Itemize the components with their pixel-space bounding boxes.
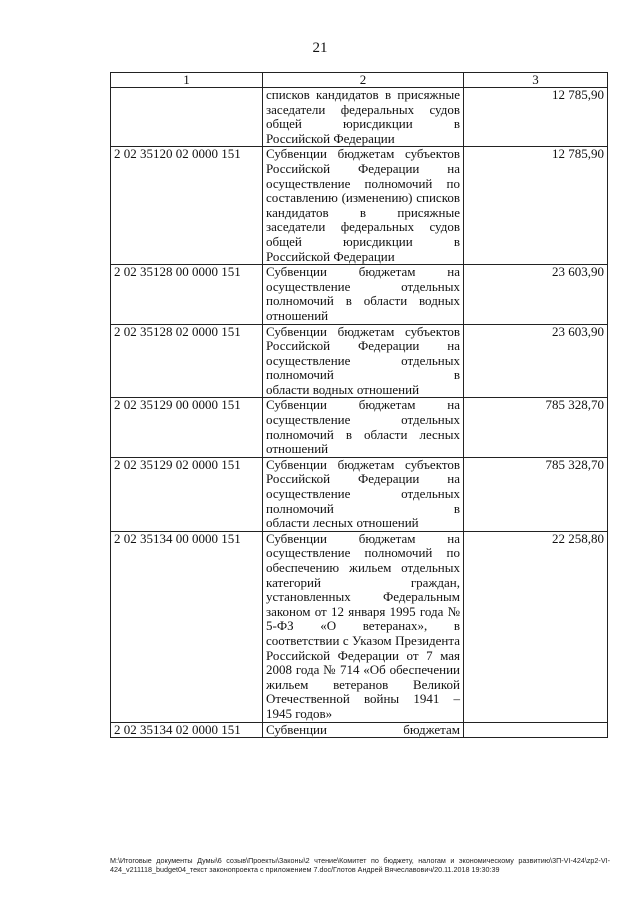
budget-description bbox=[263, 398, 464, 457]
budget-code: 2 02 35128 02 0000 151 bbox=[111, 324, 263, 398]
budget-code: 2 02 35120 02 0000 151 bbox=[111, 147, 263, 265]
budget-description bbox=[263, 324, 464, 398]
budget-description bbox=[263, 88, 464, 147]
table-row bbox=[111, 265, 608, 324]
description-text: Субвенции бюджетам субъектов Российской Федерации на осуществление отдельных полномочий в bbox=[266, 323, 460, 383]
budget-table bbox=[110, 72, 608, 738]
description-text: списков кандидатов в присяжные заседатели федеральных судов общей юрисдикции в bbox=[266, 87, 460, 132]
budget-amount: 785 328,70 bbox=[464, 457, 608, 531]
budget-amount: 23 603,90 bbox=[464, 265, 608, 324]
description-text: Субвенции бюджетам на осуществление отдельных полномочий в области водных bbox=[266, 264, 460, 309]
budget-description bbox=[263, 265, 464, 324]
description-text: Субвенции бюджетам bbox=[266, 721, 460, 737]
description-text: Субвенции бюджетам на осуществление отдельных полномочий в области лесных bbox=[266, 397, 460, 442]
budget-code: 2 02 35129 02 0000 151 bbox=[111, 457, 263, 531]
table-row bbox=[111, 147, 608, 265]
budget-amount: 785 328,70 bbox=[464, 398, 608, 457]
description-text: Субвенции бюджетам на осуществление полномочий по обеспечению жильем отдельных категорий граждан, установленных Федеральным законом от 12 января 1995 года № 5-ФЗ «О ветеранах», в соответствии с Указом Президента Российской Федерации от 7 мая 2008 года № 714 «Об обеспечении жильем ветеранов Великой Отечественной войны 1941 – bbox=[266, 530, 460, 707]
description-last-line: 1945 годов» bbox=[266, 705, 333, 721]
table-row bbox=[111, 531, 608, 722]
table-header-row bbox=[111, 73, 608, 88]
budget-code: 2 02 35129 00 0000 151 bbox=[111, 398, 263, 457]
budget-code: 2 02 35134 02 0000 151 bbox=[111, 722, 263, 738]
budget-amount: 23 603,90 bbox=[464, 324, 608, 398]
description-text: Субвенции бюджетам субъектов Российской Федерации на осуществление отдельных полномочий в bbox=[266, 456, 460, 516]
table-row bbox=[111, 398, 608, 457]
budget-amount: 12 785,90 bbox=[464, 147, 608, 265]
description-last-line: области водных отношений bbox=[266, 381, 420, 397]
table-row bbox=[111, 722, 608, 738]
description-last-line: Российской Федерации bbox=[266, 130, 395, 146]
table-row bbox=[111, 457, 608, 531]
budget-code: 2 02 35128 00 0000 151 bbox=[111, 265, 263, 324]
budget-amount bbox=[464, 722, 608, 738]
file-path-footer: M:\Итоговые документы Думы\6 созыв\Проекты\Законы\2 чтение\Комитет по бюджету, налогам и экономическому развитию\3П-VI-424\zp2-VI-424_v211118_budget04_текст законопроекта с приложением 7.doc/Глотов Андрей Вячеславович/20.11.2018 19:30:39 bbox=[110, 856, 610, 874]
budget-amount: 12 785,90 bbox=[464, 88, 608, 147]
budget-description bbox=[263, 722, 464, 738]
budget-description bbox=[263, 457, 464, 531]
page-number: 21 bbox=[312, 40, 328, 56]
budget-code bbox=[111, 88, 263, 147]
budget-description bbox=[263, 147, 464, 265]
description-last-line: отношений bbox=[266, 307, 329, 323]
column-header-2: 2 bbox=[263, 73, 464, 88]
budget-description bbox=[263, 531, 464, 722]
description-last-line: отношений bbox=[266, 441, 329, 457]
budget-amount: 22 258,80 bbox=[464, 531, 608, 722]
budget-code: 2 02 35134 00 0000 151 bbox=[111, 531, 263, 722]
column-header-1: 1 bbox=[111, 73, 263, 88]
column-header-3: 3 bbox=[464, 73, 608, 88]
description-text: Субвенции бюджетам субъектов Российской Федерации на осуществление полномочий по составлению (изменению) списков кандидатов в присяжные заседатели федеральных судов общей юрисдикции в bbox=[266, 146, 460, 249]
table-row bbox=[111, 324, 608, 398]
description-last-line: Российской Федерации bbox=[266, 248, 395, 264]
table-row bbox=[111, 88, 608, 147]
description-last-line: области лесных отношений bbox=[266, 515, 419, 531]
